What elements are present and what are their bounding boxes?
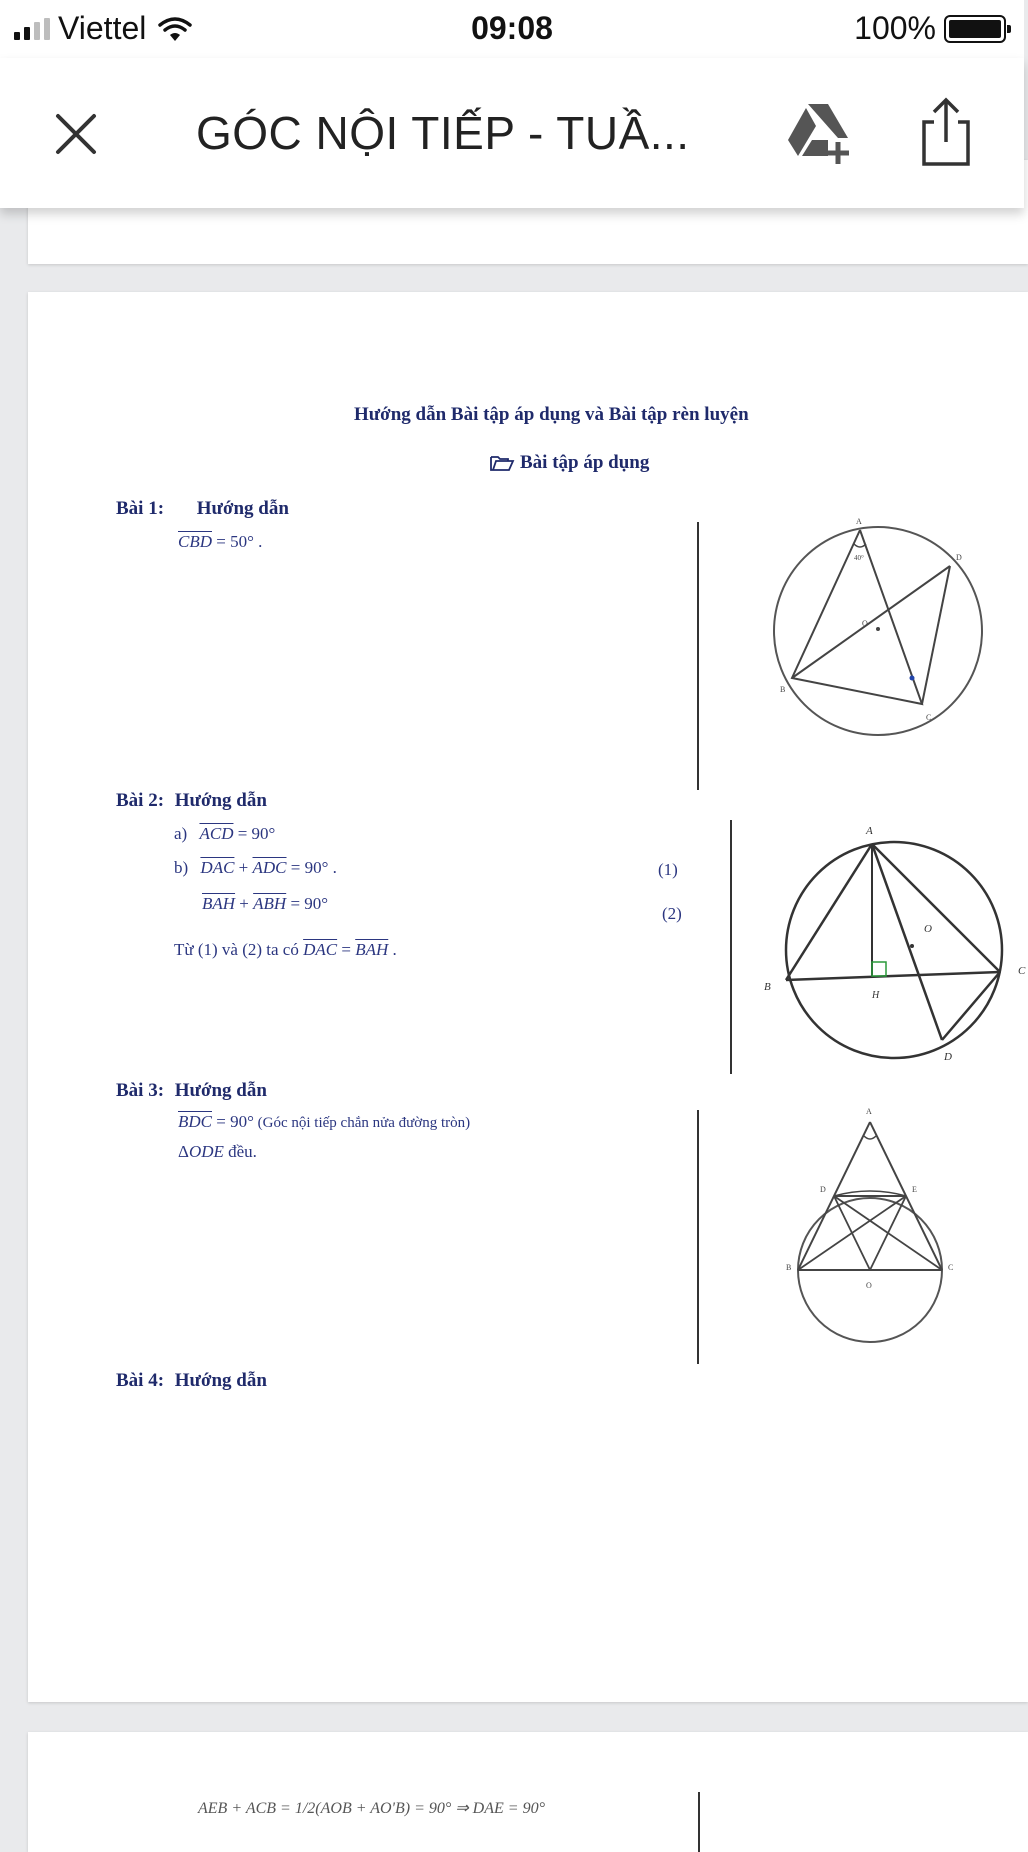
bai2-b-arc2: $\overline{ADC}$ bbox=[252, 858, 287, 877]
carrier-name: Viettel bbox=[58, 10, 147, 46]
bai2-part-c bbox=[202, 894, 328, 914]
bai3-tri-prefix: Δ bbox=[178, 1142, 189, 1161]
bai2-concl-text: Từ (1) và (2) ta có bbox=[174, 940, 304, 959]
bai1-heading bbox=[116, 498, 289, 520]
bai2-c-plus: + bbox=[235, 894, 254, 913]
bai1-fig-label-o: O bbox=[862, 619, 868, 628]
bai3-triangle bbox=[178, 1142, 257, 1162]
bai2-figure bbox=[756, 818, 1028, 1074]
document-subheading-row bbox=[490, 452, 649, 474]
bai2-c-arc2: $\overline{ABH}$ bbox=[253, 894, 287, 913]
next-page bbox=[28, 1732, 1028, 1852]
document-page bbox=[28, 292, 1028, 1702]
bai1-fig-angle: 40° bbox=[854, 554, 864, 562]
divider-line bbox=[697, 522, 699, 790]
bai2-b-num: (1) bbox=[658, 860, 678, 879]
battery-icon bbox=[944, 15, 1006, 43]
bai2-part-b bbox=[174, 858, 337, 878]
bai1-fig-label-b: B bbox=[780, 685, 786, 694]
bai1-guide: Hướng dẫn bbox=[196, 498, 289, 519]
status-right bbox=[854, 10, 1006, 47]
document-title: GÓC NỘI TIẾP - TUẦ... bbox=[196, 107, 690, 159]
bai3-fig-label-e: E bbox=[912, 1185, 917, 1194]
bai3-fig-label-o: O bbox=[866, 1281, 872, 1290]
bai1-fig-label-c: C bbox=[926, 713, 932, 722]
divider-line bbox=[697, 1110, 699, 1364]
document-subheading: Bài tập áp dụng bbox=[520, 452, 650, 473]
bai3-eq-rest: = 90° bbox=[212, 1112, 254, 1131]
close-icon[interactable] bbox=[48, 106, 104, 162]
add-to-drive-icon[interactable] bbox=[784, 98, 852, 166]
bai3-fig-label-d: D bbox=[820, 1185, 826, 1194]
bai2-concl-end: . bbox=[388, 940, 397, 959]
bai2-fig-label-d: D bbox=[944, 1051, 952, 1063]
bai1-fig-label-a: A bbox=[856, 517, 862, 526]
share-icon[interactable] bbox=[920, 96, 972, 168]
bai1-fig-label-d: D bbox=[956, 553, 962, 562]
bai2-label: Bài 2: bbox=[116, 790, 165, 811]
bai2-b-prefix: b) bbox=[174, 858, 189, 877]
bai2-c-arc1: $\overline{BAH}$ bbox=[202, 894, 236, 913]
bai2-c-num: (2) bbox=[662, 904, 682, 923]
bai4-guide: Hướng dẫn bbox=[174, 1370, 267, 1391]
battery-percent: 100% bbox=[854, 10, 936, 46]
bai1-arc: $\overline{CBD}$ bbox=[178, 532, 212, 551]
bai3-figure bbox=[786, 1104, 1000, 1348]
bai2-b-rest: = 90° . bbox=[286, 858, 337, 877]
bai2-heading bbox=[116, 790, 267, 812]
bai2-a-rest: = 90° bbox=[233, 824, 276, 843]
bai3-fig-label-a: A bbox=[866, 1107, 872, 1116]
bai2-fig-label-b: B bbox=[764, 981, 771, 993]
bai1-eq-rest: = 50° . bbox=[212, 532, 263, 551]
bai4-heading bbox=[116, 1370, 267, 1392]
bai2-concl-arc2: $\overline{BAH}$ bbox=[355, 940, 389, 959]
clock: 09:08 bbox=[471, 10, 553, 46]
bai2-concl-arc1: $\overline{DAC}$ bbox=[303, 940, 338, 959]
bai2-a-arc: $\overline{ACD}$ bbox=[199, 824, 234, 843]
bai1-figure bbox=[756, 514, 1006, 754]
bai3-arc: $\overline{BDC}$ bbox=[178, 1112, 212, 1131]
bai3-tri-rest: đều. bbox=[223, 1142, 257, 1161]
bai2-guide: Hướng dẫn bbox=[174, 790, 267, 811]
bai2-b-plus: + bbox=[234, 858, 253, 877]
app-bar bbox=[0, 58, 1024, 208]
bai2-c-rest: = 90° bbox=[286, 894, 329, 913]
bai3-heading bbox=[116, 1080, 267, 1102]
bai3-fig-label-c: C bbox=[948, 1263, 954, 1272]
bai4-label: Bài 4: bbox=[116, 1370, 165, 1391]
bai3-tri-name: ODE bbox=[188, 1142, 224, 1161]
bai3-guide: Hướng dẫn bbox=[174, 1080, 267, 1101]
bai2-concl-eq: = bbox=[337, 940, 356, 959]
bai2-fig-label-c: C bbox=[1018, 965, 1026, 977]
bai2-fig-label-o: O bbox=[924, 923, 932, 935]
bai3-equation bbox=[178, 1112, 470, 1132]
bai3-label: Bài 3: bbox=[116, 1080, 165, 1101]
document-heading: Hướng dẫn Bài tập áp dụng và Bài tập rèn luyện bbox=[354, 404, 749, 425]
status-bar bbox=[0, 0, 1024, 58]
divider-line bbox=[698, 1792, 700, 1852]
bai3-eq-note: (Góc nội tiếp chắn nửa đường tròn) bbox=[253, 1115, 471, 1131]
bai2-fig-label-h: H bbox=[872, 990, 880, 1001]
bai3-fig-label-b: B bbox=[786, 1263, 792, 1272]
bai2-fig-label-a: A bbox=[866, 825, 873, 837]
bai2-part-a bbox=[174, 824, 275, 844]
divider-line bbox=[730, 820, 732, 1074]
bai2-a-prefix: a) bbox=[174, 824, 188, 843]
next-page-fragment: AEB + ACB = 1/2(AOB + AO'B) = 90° ⇒ DAE = 90° bbox=[198, 1800, 545, 1817]
bai2-b-arc1: $\overline{DAC}$ bbox=[200, 858, 235, 877]
bai1-label: Bài 1: bbox=[116, 498, 165, 519]
folder-icon bbox=[490, 454, 514, 472]
bai2-conclusion bbox=[174, 940, 397, 960]
bai1-equation bbox=[178, 532, 262, 552]
